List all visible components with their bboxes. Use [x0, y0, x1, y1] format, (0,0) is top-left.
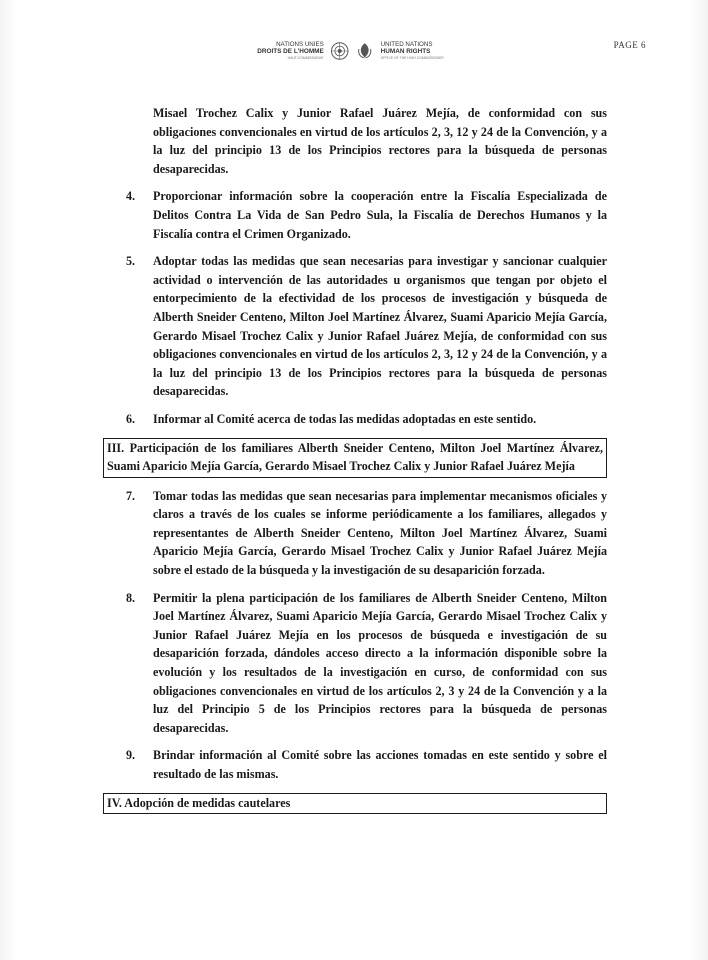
logo-text-english: UNITED NATIONS HUMAN RIGHTS OFFICE OF THE HIGH COMMISSIONER	[380, 40, 444, 60]
list-item-8: 8. Permitir la plena participación de los familiares de Alberth Sneider Centeno, Milton Joel Martínez Álvarez, Suami Aparicio Mejía García, Gerardo Misael Trochez Calix y Junior Rafael Juárez Mejía en los procesos de búsqueda e investigación de su desaparición forzada, dándoles acceso directo a la información disponible sobre la evolución y los resultados de la investigación en curso, de conformidad con sus obligaciones convencionales en virtud de los artículos 2, 3 y 24 de la Convención y a la luz del Principio 5 de los Principios rectores para la búsqueda de personas desaparecidas.	[126, 590, 607, 735]
un-logo-header	[244, 36, 474, 66]
list-item-9: 9. Brindar información al Comité sobre las acciones tomadas en este sentido y sobre el resultado de las mismas.	[126, 748, 607, 781]
section-4-heading: IV. Adopción de medidas cautelares	[103, 793, 607, 815]
list-item-6: 6. Informar al Comité acerca de todas las medidas adoptadas en este sentido.	[126, 411, 537, 426]
un-emblem-icon	[330, 41, 349, 61]
document-body	[103, 104, 607, 814]
list-item-7: 7. Tomar todas las medidas que sean necesarias para implementar mecanismos oficiales y claros a través de los cuales se informe periódicamente a los familiares, allegados y representantes de Alberth Sneider Centeno, Milton Joel Martínez Álvarez, Suami Aparicio Mejía García, Gerardo Misael Trochez Calix y Junior Rafael Juárez Mejía sobre el estado de la búsqueda y la investigación de su desaparición forzada.	[126, 488, 607, 578]
list-item-4: 4. Proporcionar información sobre la cooperación entre la Fiscalía Especializada de Delitos Contra La Vida de San Pedro Sula, la Fiscalía de Derechos Humanos y la Fiscalía contra el Crimen Organizado.	[126, 189, 607, 241]
continuation-paragraph: Misael Trochez Calix y Junior Rafael Juárez Mejía, de conformidad con sus obligaciones convencionales en virtud de los artículos 2, 3, 12 y 24 de la Convención, y a la luz del principio 13 de los Principios rectores para la búsqueda de personas desaparecidas.	[153, 106, 607, 176]
human-rights-emblem-icon	[355, 41, 374, 61]
logo-text-french: NATIONS UNIES DROITS DE L'HOMME HAUT-COMMISSARIAT	[257, 40, 324, 60]
section-3-heading: III. Participación de los familiares Alberth Sneider Centeno, Milton Joel Martínez Álvarez, Suami Aparicio Mejía García, Gerardo Misael Trochez Calix y Junior Rafael Juárez Mejía	[103, 438, 607, 478]
list-item-5: 5. Adoptar todas las medidas que sean necesarias para investigar y sancionar cualquier actividad o intervención de las autoridades u organismos que tengan por objeto el entorpecimiento de la efectividad de los procesos de investigación y búsqueda de Alberth Sneider Centeno, Milton Joel Martínez Álvarez, Suami Aparicio Mejía García, Gerardo Misael Trochez Calix y Junior Rafael Juárez Mejía, de conformidad con sus obligaciones convencionales en virtud de los artículos 2, 3, 12 y 24 de la Convención, y a la luz del principio 13 de los Principios rectores para la búsqueda de personas desaparecidas.	[126, 254, 607, 399]
page-number: PAGE 6	[613, 40, 646, 50]
